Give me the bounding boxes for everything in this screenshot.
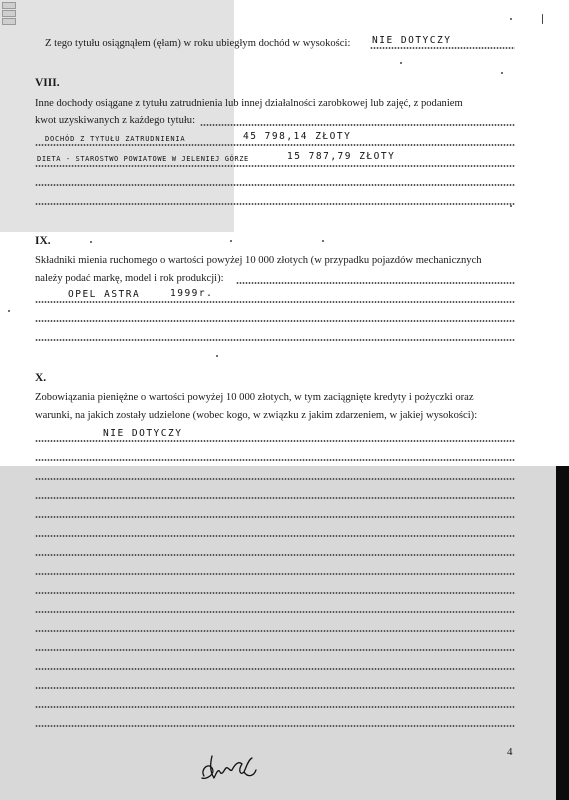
section-text: Zobowiązania pieniężne o wartości powyżej 10 000 złotych, w tym zaciągnięte kredyty i pożyczki oraz bbox=[35, 392, 474, 403]
section-heading: VIII. bbox=[35, 77, 60, 89]
dotted-line bbox=[35, 516, 515, 518]
dotted-line bbox=[200, 124, 515, 126]
scan-speck bbox=[510, 205, 512, 207]
intro-line: Z tego tytułu osiągnąłem (ęłam) w roku ubiegłym dochód w wysokości: bbox=[45, 38, 351, 49]
section-heading: X. bbox=[35, 372, 47, 384]
handwritten-entry: DIETA - STAROSTWO POWIATOWE W JELENIEJ GÓRZE bbox=[37, 155, 249, 163]
scan-speck bbox=[8, 310, 10, 312]
dotted-line bbox=[35, 497, 515, 499]
dotted-line bbox=[35, 478, 515, 480]
dotted-line bbox=[35, 535, 515, 537]
section-text: warunki, na jakich zostały udzielone (wobec kogo, w związku z jakim zdarzeniem, w jakiej wysokości): bbox=[35, 410, 478, 421]
dotted-line bbox=[35, 301, 515, 303]
scan-speck bbox=[90, 241, 92, 243]
handwritten-entry: 15 787,79 ZŁOTY bbox=[287, 151, 396, 162]
dotted-line bbox=[35, 184, 515, 186]
dotted-line bbox=[35, 339, 515, 341]
dotted-line bbox=[370, 47, 515, 49]
dotted-line bbox=[35, 630, 515, 632]
scan-speck bbox=[216, 355, 218, 357]
dotted-line bbox=[35, 592, 515, 594]
handwritten-entry: OPEL ASTRA bbox=[68, 289, 141, 300]
dotted-line bbox=[35, 687, 515, 689]
page-number: 4 bbox=[507, 746, 513, 758]
section-text: kwot uzyskiwanych z każdego tytułu: bbox=[35, 115, 196, 126]
intro-answer: NIE DOTYCZY bbox=[372, 35, 452, 46]
scan-speck bbox=[322, 240, 324, 242]
handwritten-entry: 45 798,14 ZŁOTY bbox=[243, 131, 352, 142]
handwritten-entry: NIE DOTYCZY bbox=[103, 428, 183, 439]
dotted-line bbox=[35, 649, 515, 651]
section-text: należy podać markę, model i rok produkcji): bbox=[35, 273, 224, 284]
dotted-line bbox=[35, 203, 515, 205]
dotted-line bbox=[35, 668, 515, 670]
dotted-line bbox=[35, 706, 515, 708]
dotted-line bbox=[35, 440, 515, 442]
scan-speck bbox=[501, 72, 503, 74]
scan-speck bbox=[510, 18, 512, 20]
dotted-line bbox=[35, 459, 515, 461]
dotted-line bbox=[35, 725, 515, 727]
section-text: Inne dochody osiągane z tytułu zatrudnienia lub innej działalności zarobkowej lub zajęć, z podaniem bbox=[35, 98, 463, 109]
signature-icon bbox=[198, 748, 260, 784]
section-heading: IX. bbox=[35, 235, 51, 247]
dotted-line bbox=[35, 165, 515, 167]
scan-speck bbox=[400, 62, 402, 64]
section-text: Składniki mienia ruchomego o wartości powyżej 10 000 złotych (w przypadku pojazdów mechanicznych bbox=[35, 255, 482, 266]
scan-speck bbox=[230, 240, 232, 242]
dotted-line bbox=[35, 144, 515, 146]
handwritten-entry: DOCHÓD Z TYTUŁU ZATRUDNIENIA bbox=[45, 135, 186, 143]
dotted-line bbox=[35, 554, 515, 556]
dotted-line bbox=[35, 573, 515, 575]
handwritten-entry: 1999r. bbox=[170, 288, 214, 299]
dotted-line bbox=[35, 611, 515, 613]
dotted-line bbox=[236, 282, 515, 284]
dotted-line bbox=[35, 320, 515, 322]
scan-speck bbox=[542, 14, 543, 24]
